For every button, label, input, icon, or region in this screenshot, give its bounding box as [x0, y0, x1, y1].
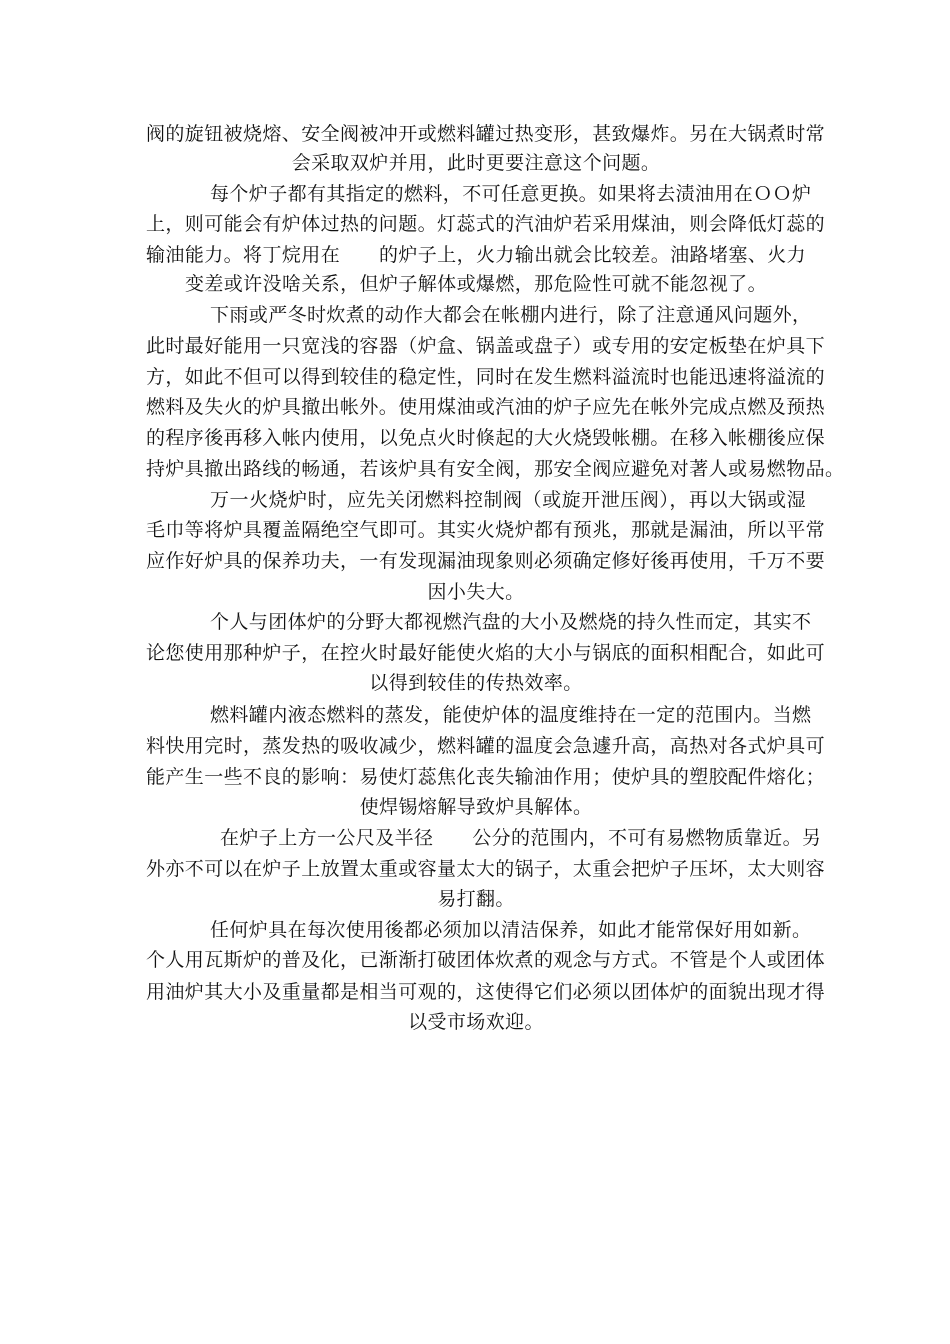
paragraph-first-line: 每个炉子都有其指定的燃料，不可任意更换。如果将去渍油用在ＯＯ炉: [210, 183, 812, 205]
text-line: 论您使用那种炉子，在控火时最好能使火焰的大小与锅底的面积相配合，如此可: [146, 642, 826, 664]
paragraph-first-line: 下雨或严冬时炊煮的动作大都会在帐棚内进行，除了注意通风问题外，: [210, 304, 812, 326]
paragraph-first-line: 燃料罐内液态燃料的蒸发，能使炉体的温度维持在一定的范围内。当燃: [210, 704, 812, 726]
text-line: 变差或许没啥关系，但炉子解体或爆燃，那危险性可就不能忽视了。: [184, 273, 767, 295]
paragraph-first-line: 任何炉具在每次使用後都必须加以清洁保养，如此才能常保好用如新。: [210, 919, 812, 941]
paragraph-first-line: 在炉子上方一公尺及半径 公分的范围内，不可有易燃物质靠近。另: [220, 827, 822, 849]
paragraph-first-line: 个人与团体炉的分野大都视燃汽盘的大小及燃烧的持久性而定，其实不: [210, 611, 812, 633]
text-line: 能产生一些不良的影响：易使灯蕊焦化丧失输油作用；使炉具的塑胶配件熔化；: [146, 766, 826, 788]
text-line: 使焊锡熔解导致炉具解体。: [359, 796, 593, 818]
text-line: 持炉具撤出路线的畅通，若该炉具有安全阀，那安全阀应避免对著人或易燃物品。: [146, 458, 845, 480]
text-line: 应作好炉具的保养功夫，一有发现漏油现象则必须确定修好後再使用，千万不要: [146, 550, 826, 572]
text-line: 燃料及失火的炉具撤出帐外。使用煤油或汽油的炉子应先在帐外完成点燃及预热: [146, 396, 826, 418]
text-line: 方，如此不但可以得到较佳的稳定性，同时在发生燃料溢流时也能迅速将溢流的: [146, 366, 826, 388]
text-line: 易打翻。: [437, 888, 515, 910]
text-line: 外亦不可以在炉子上放置太重或容量太大的锅子，太重会把炉子压坏，太大则容: [146, 858, 826, 880]
text-line: 因小失大。: [427, 581, 525, 603]
text-line: 用油炉其大小及重量都是相当可观的，这使得它们必须以团体炉的面貌出现才得: [146, 981, 826, 1003]
text-line: 以受市场欢迎。: [408, 1011, 544, 1033]
text-line: 输油能力。将丁烷用在 的炉子上，火力输出就会比较差。油路堵塞、火力: [146, 244, 806, 266]
text-line: 阀的旋钮被烧熔、安全阀被冲开或燃料罐过热变形，甚致爆炸。另在大锅煮时常: [146, 123, 826, 145]
text-line: 上，则可能会有炉体过热的问题。灯蕊式的汽油炉若采用煤油，则会降低灯蕊的: [146, 213, 826, 235]
text-line: 此时最好能用一只宽浅的容器（炉盒、锅盖或盘子）或专用的安定板垫在炉具下: [146, 335, 826, 357]
text-line: 会采取双炉并用，此时更要注意这个问题。: [291, 152, 661, 174]
text-line: 的程序後再移入帐内使用，以免点火时倏起的大火烧毁帐棚。在移入帐棚後应保: [146, 427, 826, 449]
text-line: 料快用完时，蒸发热的吸收减少，燃料罐的温度会急遽升高，高热对各式炉具可: [146, 735, 826, 757]
text-line: 个人用瓦斯炉的普及化，已渐渐打破团体炊煮的观念与方式。不管是个人或团体: [146, 949, 826, 971]
text-line: 毛巾等将炉具覆盖隔绝空气即可。其实火烧炉都有预兆，那就是漏油，所以平常: [146, 519, 826, 541]
text-line: 以得到较佳的传热效率。: [369, 672, 583, 694]
paragraph-first-line: 万一火烧炉时，应先关闭燃料控制阀（或旋开泄压阀），再以大锅或湿: [210, 489, 806, 511]
